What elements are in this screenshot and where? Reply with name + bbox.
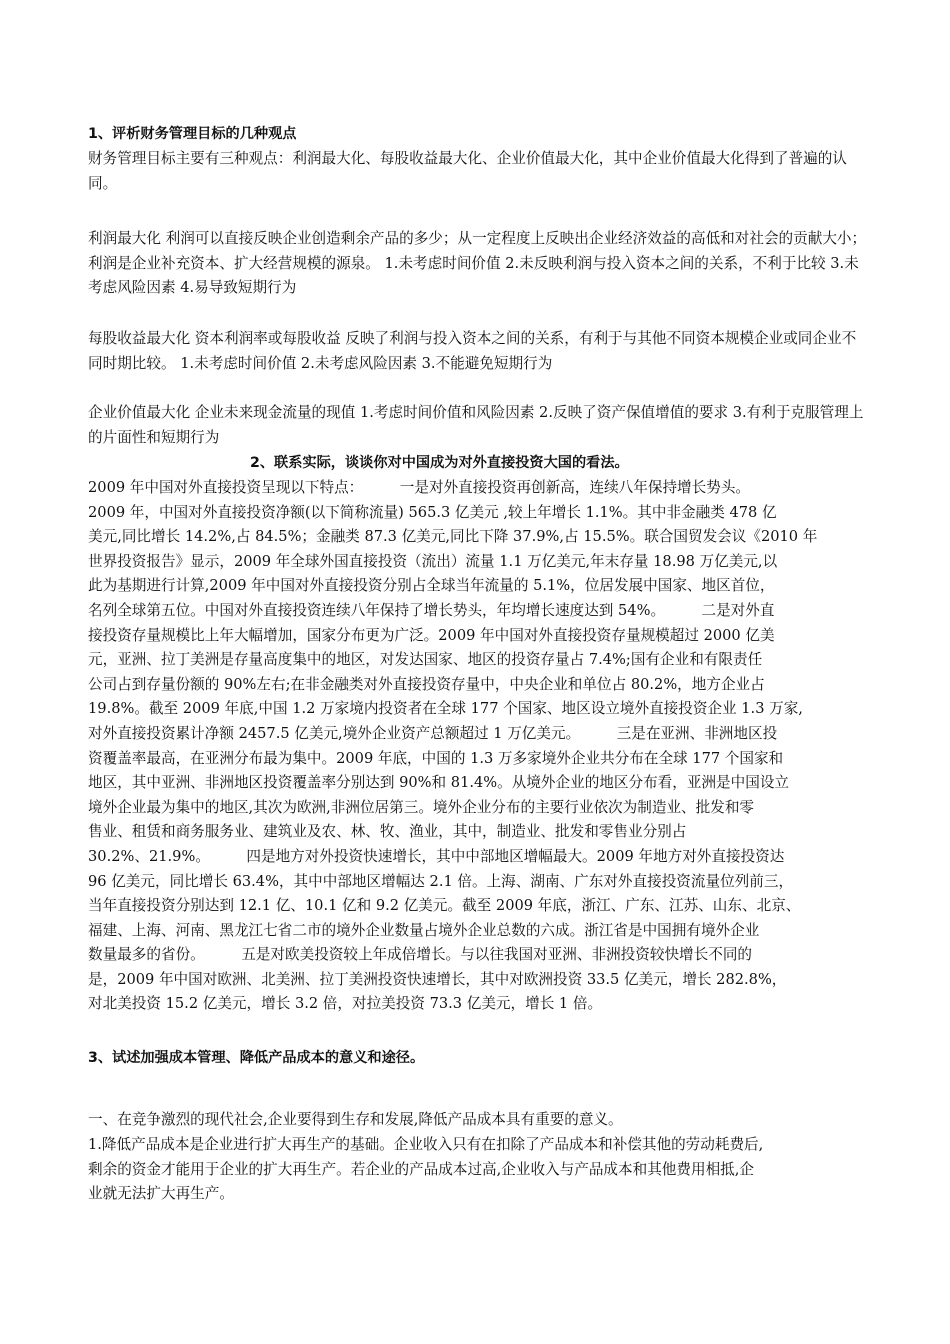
section2-line: 2009 年，中国对外直接投资净额(以下简称流量) 565.3 亿美元 ,较上年增长 1.1%。其中非金融类 478 亿 (88, 503, 777, 521)
section2-line: 福建、上海、河南、黑龙江七省二市的境外企业数量占境外企业总数的六成。浙江省是中国拥有境外企业 (88, 921, 760, 939)
section2-line: 此为基期进行计算,2009 年中国对外直接投资分别占全球当年流量的 5.1%，位居发展中国家、地区首位， (88, 577, 775, 595)
section2-body (88, 476, 868, 1017)
section3-line: 业就无法扩大再生产。 (88, 1185, 234, 1203)
section1-intro: 财务管理目标主要有三种观点：利润最大化、每股收益最大化、企业价值最大化，其中企业价值最大化得到了普遍的认同。 (88, 150, 847, 192)
section2-line: 19.8%。截至 2009 年底,中国 1.2 万家境内投资者在全球 177 个国家、地区设立境外直接投资企业 1.3 万家, (88, 700, 803, 718)
section2-line: 是，2009 年中国对欧洲、北美洲、拉丁美洲投资快速增长，其中对欧洲投资 33.5 亿美元，增长 282.8%， (88, 970, 787, 988)
section2-line: 接投资存量规模比上年大幅增加，国家分布更为广泛。2009 年中国对外直接投资存量规模超过 2000 亿美 (88, 626, 775, 644)
section2-line: 美元,同比增长 14.2%,占 84.5%；金融类 87.3 亿美元,同比下降 37.9%,占 15.5%。联合国贸发会议《2010 年 (88, 528, 818, 546)
section2-line: 当年直接投资分别达到 12.1 亿、10.1 亿和 9.2 亿美元。截至 2009 年底，浙江、广东、江苏、山东、北京、 (88, 897, 801, 915)
section2-line: 名列全球第五位。中国对外直接投资连续八年保持了增长势头，年均增长速度达到 54%。 二是对外直 (88, 601, 775, 619)
section2-line: 对北美投资 15.2 亿美元，增长 3.2 倍，对拉美投资 73.3 亿美元，增长 1 倍。 (88, 995, 603, 1013)
section3-line: 1.降低产品成本是企业进行扩大再生产的基础。企业收入只有在扣除了产品成本和补偿其他的劳动耗费后, (88, 1136, 764, 1153)
section3-paragraph-1: 一、在竞争激烈的现代社会,企业要得到生存和发展,降低产品成本具有重要的意义。 (88, 1111, 623, 1128)
section2-line: 资覆盖率最高，在亚洲分布最为集中。2009 年底，中国的 1.3 万多家境外企业共分布在全球 177 个国家和 (88, 749, 784, 767)
section2-line: 境外企业最为集中的地区,其次为欧洲,非洲位居第三。境外企业分布的主要行业依次为制造业、批发和零 (88, 798, 755, 816)
section1-profit-maximization: 利润最大化 利润可以直接反映企业创造剩余产品的多少；从一定程度上反映出企业经济效益的高低和对社会的贡献大小；利润是企业补充资本、扩大经营规模的源泉。 1.未考虑时间价值 2.未反映利润与投入资本之间的关系，不利于比较 3.未考虑风险因素 4.易导致短期行为 (88, 230, 867, 297)
section2-line: 地区，其中亚洲、非洲地区投资覆盖率分别达到 90%和 81.4%。从境外企业的地区分布看，亚洲是中国设立 (88, 774, 790, 792)
section2-line: 公司占到存量份额的 90%左右;在非金融类对外直接投资存量中，中央企业和单位占 80.2%，地方企业占 (88, 675, 765, 693)
section1-value-maximization: 企业价值最大化 企业未来现金流量的现值 1.考虑时间价值和风险因素 2.反映了资产保值增值的要求 3.有利于克服管理上的片面性和短期行为 (88, 404, 864, 446)
section2-line: 数量最多的省份。 五是对欧美投资较上年成倍增长。与以往我国对亚洲、非洲投资较快增长不同的 (88, 946, 753, 964)
section2-line: 售业、租赁和商务服务业、建筑业及农、林、牧、渔业，其中，制造业、批发和零售业分别占 (88, 823, 687, 841)
section2-line: 30.2%、21.9%。 四是地方对外投资快速增长，其中中部地区增幅最大。2009 年地方对外直接投资达 (88, 847, 785, 865)
section2-line: 对外直接投资累计净额 2457.5 亿美元,境外企业资产总额超过 1 万亿美元。 三是在亚洲、非洲地区投 (88, 724, 778, 742)
section2-line: 元，亚洲、拉丁美洲是存量高度集中的地区，对发达国家、地区的投资存量占 7.4%;国有企业和有限责任 (88, 651, 763, 669)
section2-title: 2、联系实际，谈谈你对中国成为对外直接投资大国的看法。 (250, 455, 629, 471)
section3-paragraph-2 (88, 1133, 868, 1207)
section1-title: 1、评析财务管理目标的几种观点 (88, 126, 297, 142)
section2-line: 96 亿美元，同比增长 63.4%，其中中部地区增幅达 2.1 倍。上海、湖南、广东对外直接投资流量位列前三， (88, 872, 794, 890)
section3-title: 3、试述加强成本管理、降低产品成本的意义和途径。 (88, 1050, 425, 1066)
section3-line: 剩余的资金才能用于企业的扩大再生产。若企业的产品成本过高,企业收入与产品成本和其他费用相抵,企 (88, 1160, 755, 1178)
section2-line: 2009 年中国对外直接投资呈现以下特点： 一是对外直接投资再创新高，连续八年保持增长势头。 (88, 479, 751, 496)
section1-eps-maximization: 每股收益最大化 资本利润率或每股收益 反映了利润与投入资本之间的关系，有利于与其他不同资本规模企业或同企业不同时期比较。 1.未考虑时间价值 2.未考虑风险因素 3.不能避免短期行为 (88, 330, 857, 372)
section2-line: 世界投资报告》显示，2009 年全球外国直接投资（流出）流量 1.1 万亿美元,年末存量 18.98 万亿美元,以 (88, 552, 778, 570)
